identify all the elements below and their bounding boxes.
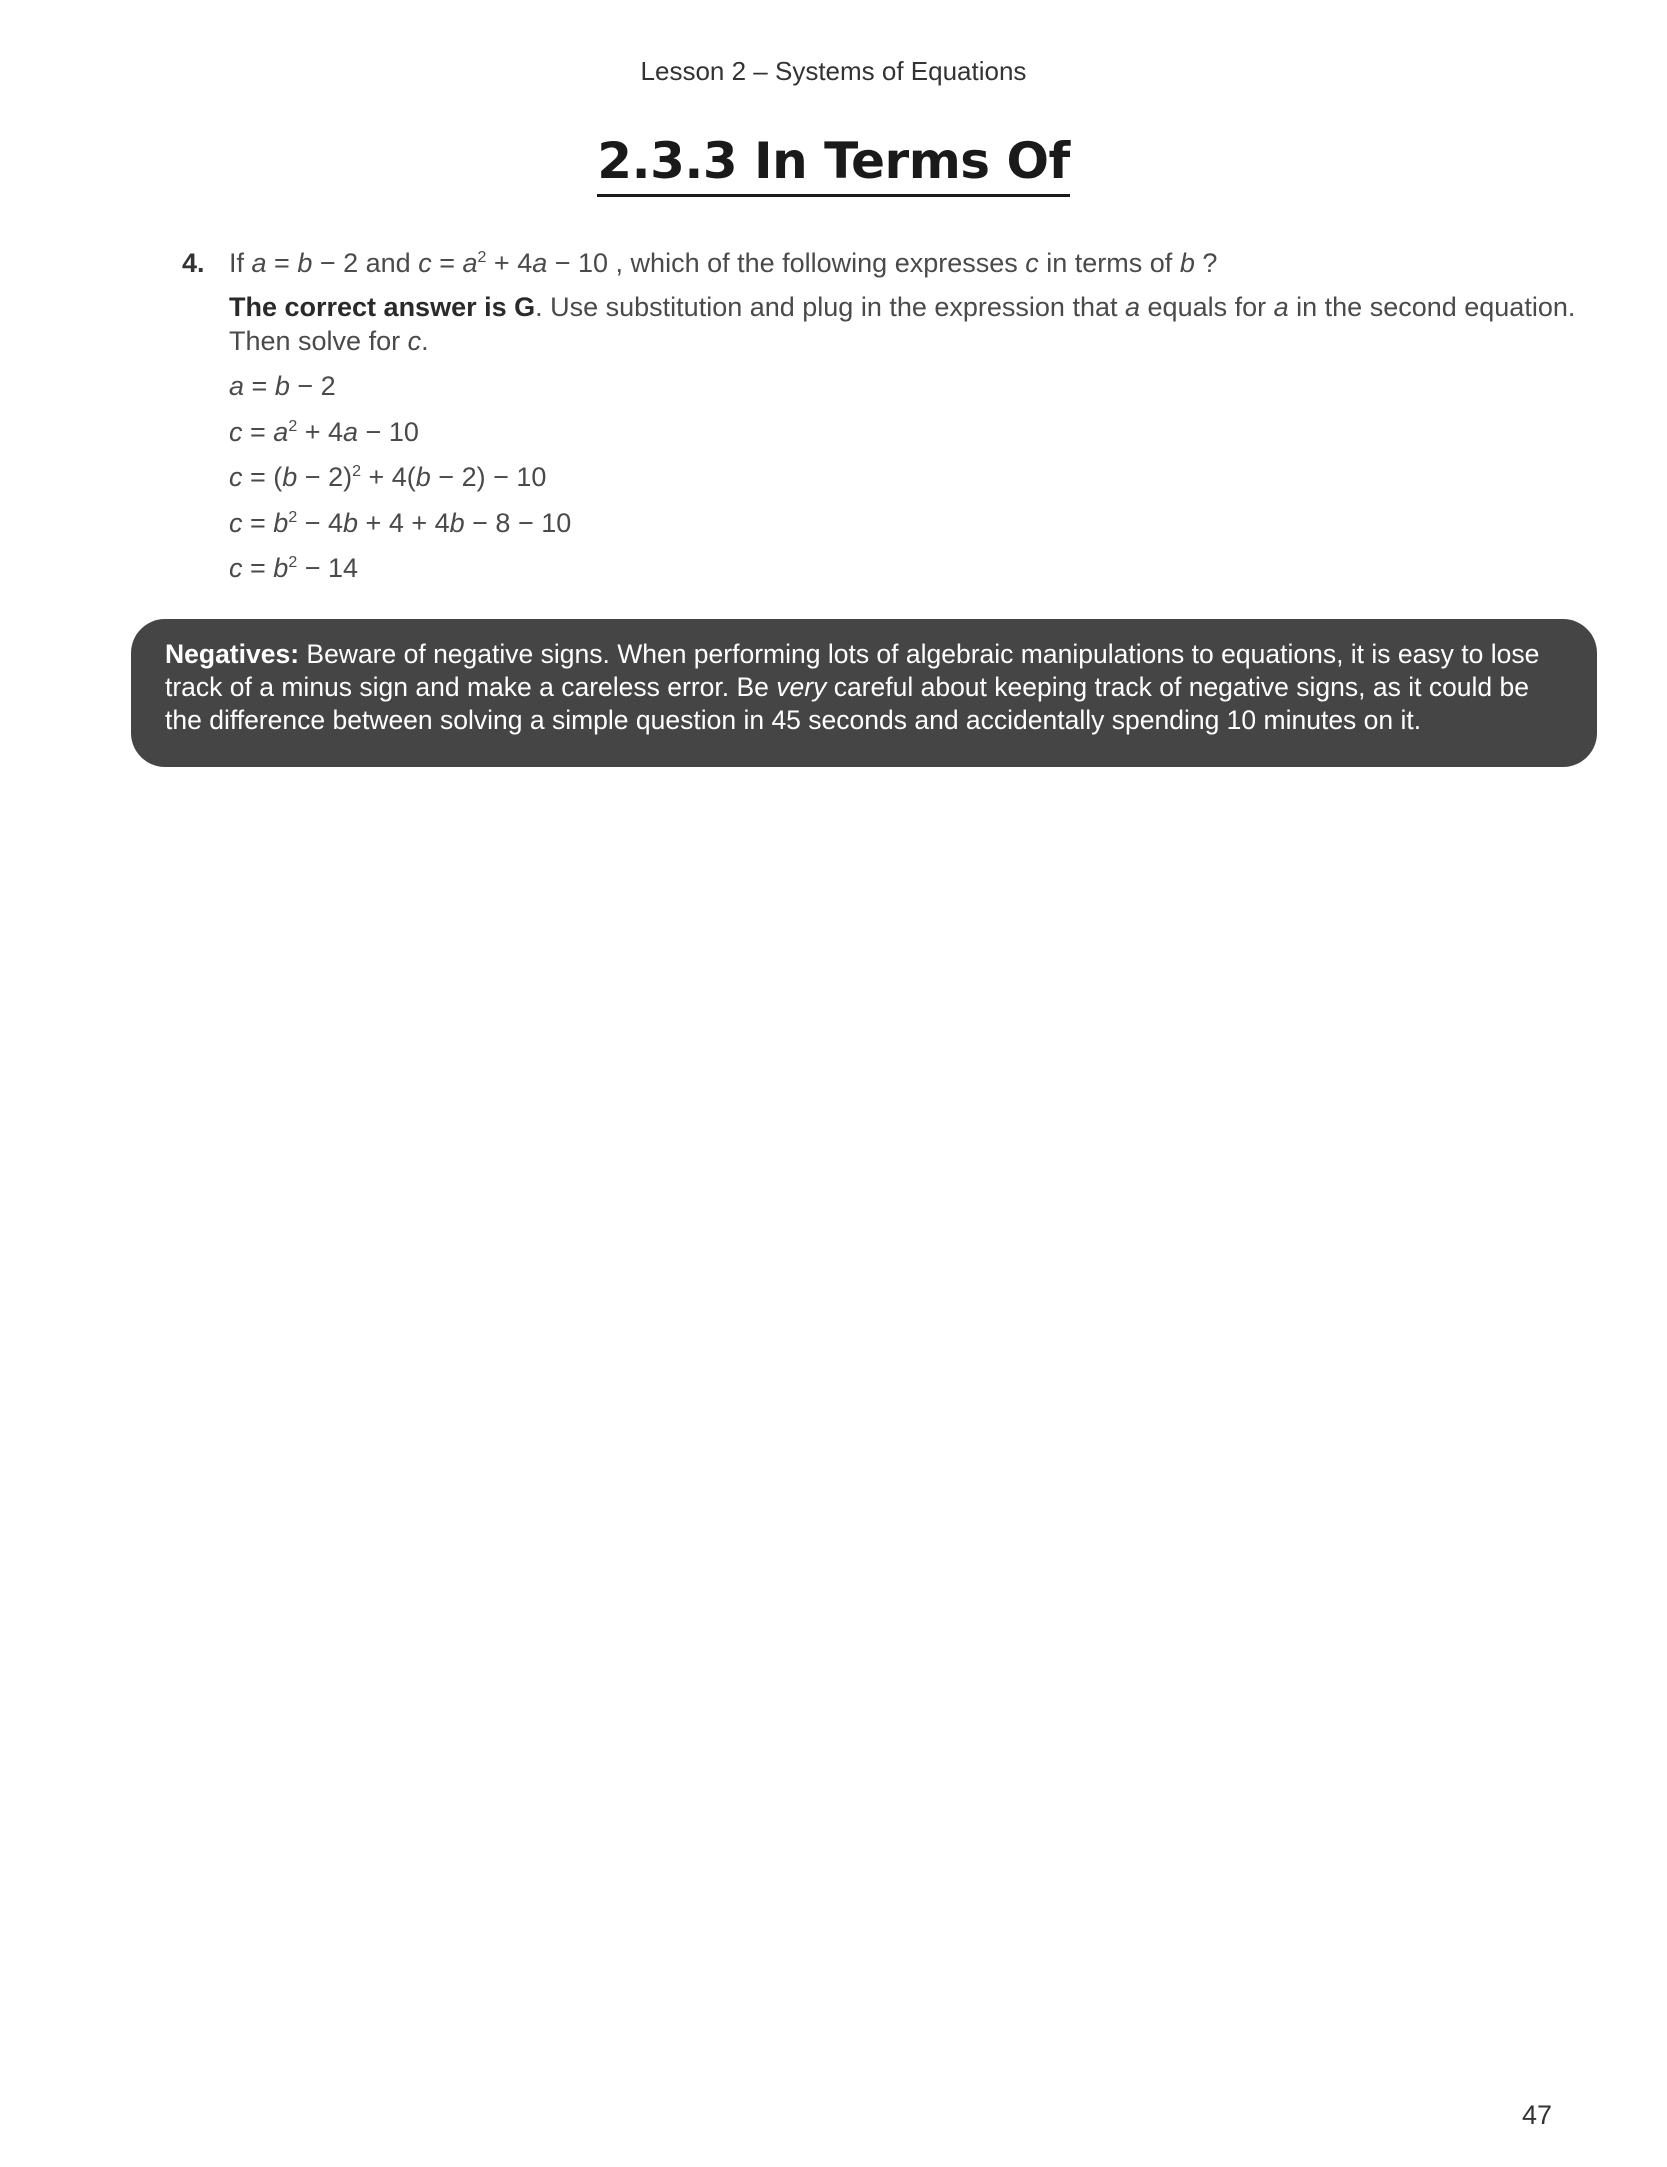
title-container (0, 132, 1667, 197)
page-number: 47 (1522, 2100, 1553, 2130)
running-header: Lesson 2 – Systems of Equations (640, 56, 1027, 86)
section-title: 2.3.3 In Terms Of (597, 132, 1069, 197)
question-number: 4. (182, 248, 205, 278)
step-3: $c = (b - 2)^2 + 4(b - 2) - 10$ (229, 462, 547, 492)
step-5: $c = b^2 - 14$ (229, 553, 359, 583)
step-1: a = b − 2 (229, 371, 336, 401)
step-4: $c = b^2 - 4b + 4 + 4b - 8 - 10$ (229, 507, 572, 538)
solution-steps (229, 369, 571, 597)
answer-explanation: The correct answer is G. Use substitution and plug in the expression that a equals for a in the second equation. Then solve for c. (229, 292, 1576, 356)
answer-label: The correct answer is G (229, 292, 536, 322)
question-text: If a = b − 2 and $c = a^2 + 4a - 10$ , which of the following expresses c in terms of b ? (229, 248, 1218, 278)
step-2: $c = a^2 + 4a - 10$ (229, 416, 419, 447)
tip-label: Negatives: (165, 639, 300, 669)
negatives-tip-box: Negatives: Beware of negative signs. When performing lots of algebraic manipulations to equations, it is easy to lose track of a minus sign and make a careless error. Be very careful about keeping track of negative signs, as it could be the difference between solving a simple question in 45 seconds and accidentally spending 10 minutes on it. (131, 619, 1597, 767)
